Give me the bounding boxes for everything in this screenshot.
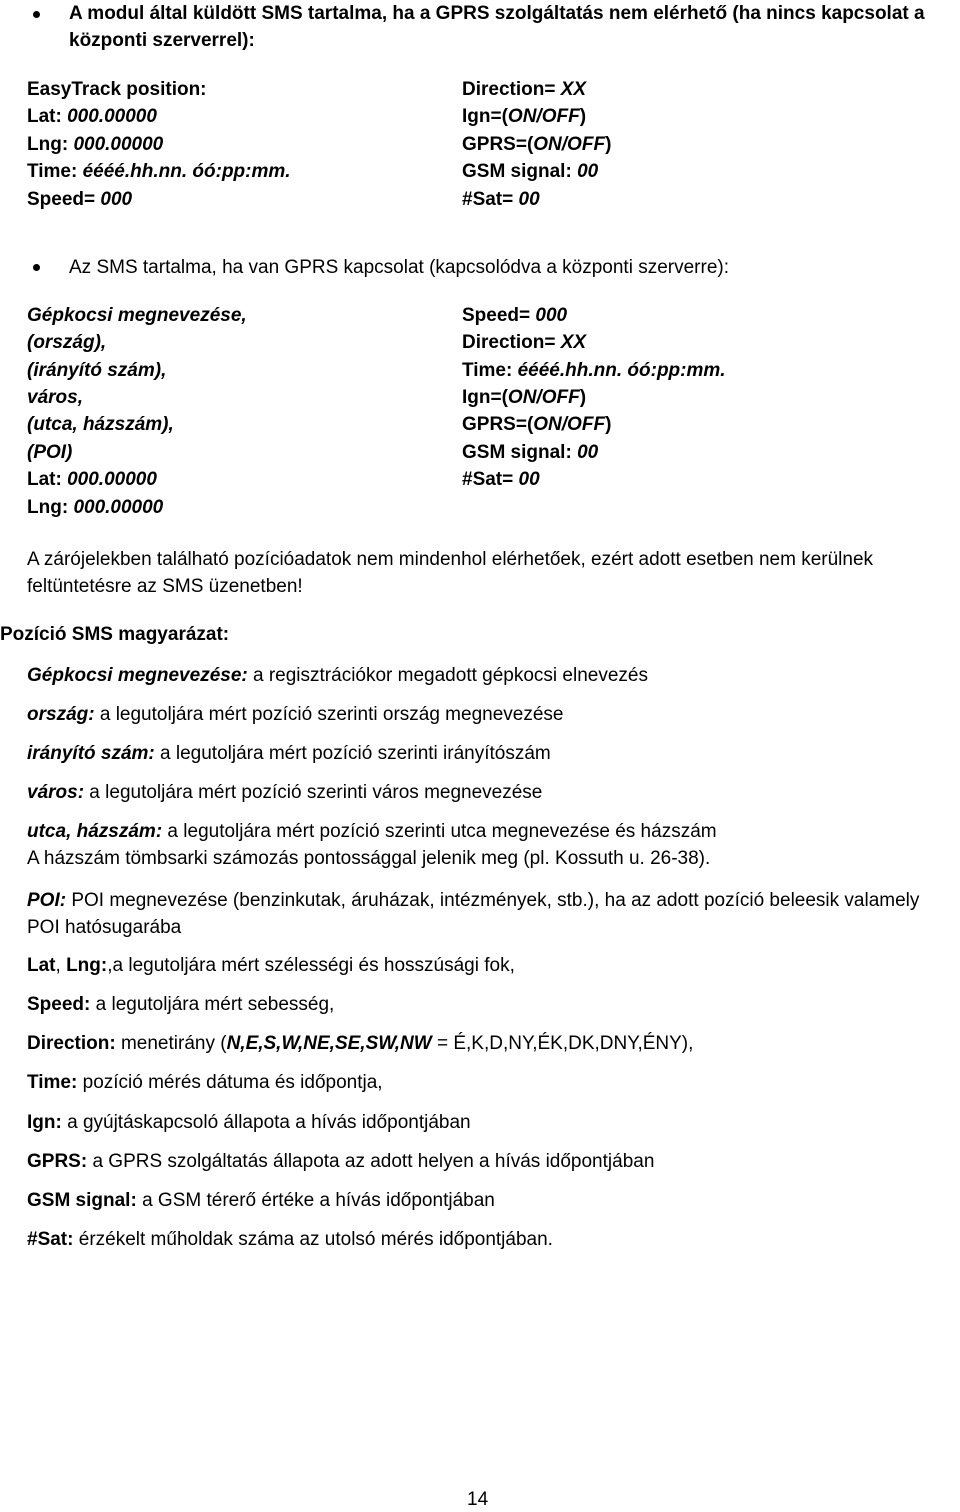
- expl-item-7: Speed: a legutoljára mért sebesség,: [27, 994, 335, 1015]
- s1-right-1: Ign=(ON/OFF): [462, 106, 587, 127]
- section1-bullet-text: A modul által küldött SMS tartalma, ha a GPRS szolgáltatás nem elérhető (ha nincs kapcsolat a központi szerverrel):: [69, 3, 925, 51]
- s2-right-2: Time: éééé.hh.nn. óó:pp:mm.: [462, 360, 726, 381]
- expl-item-10: Ign: a gyújtáskapcsoló állapota a hívás időpontjában: [27, 1112, 471, 1133]
- expl-item-4: utca, házszám: a legutoljára mért pozíció szerinti utca megnevezése és házszám: [27, 821, 717, 842]
- s1-right-0: Direction= XX: [462, 79, 587, 100]
- expl-item-0: Gépkocsi megnevezése: a regisztrációkor megadott gépkocsi elnevezés: [27, 665, 648, 686]
- expl-street-note: A házszám tömbsarki számozás pontossággal jelenik meg (pl. Kossuth u. 26-38).: [27, 848, 711, 869]
- s2-right-6: #Sat= 00: [462, 469, 540, 490]
- expl-item-1: ország: a legutoljára mért pozíció szerinti ország megnevezése: [27, 704, 564, 725]
- s2-left-3: város,: [27, 387, 83, 408]
- expl-item-8: Direction: menetirány (N,E,S,W,NE,SE,SW,NW = É,K,D,NY,ÉK,DK,DNY,ÉNY),: [27, 1033, 694, 1054]
- s1-right-2: GPRS=(ON/OFF): [462, 134, 612, 155]
- s1-left-3: Time: éééé.hh.nn. óó:pp:mm.: [27, 161, 291, 182]
- bullet-icon: [33, 11, 40, 18]
- s2-right-5: GSM signal: 00: [462, 442, 599, 463]
- s2-lat: Lat: 000.00000: [27, 469, 157, 490]
- expl-item-11: GPRS: a GPRS szolgáltatás állapota az adott helyen a hívás időpontjában: [27, 1151, 655, 1172]
- s2-right-3: Ign=(ON/OFF): [462, 387, 587, 408]
- explanation-heading: Pozíció SMS magyarázat:: [0, 624, 230, 645]
- s1-left-2: Lng: 000.00000: [27, 134, 164, 155]
- s1-left-4: Speed= 000: [27, 189, 133, 210]
- s2-left-4: (utca, házszám),: [27, 414, 174, 435]
- expl-item-12: GSM signal: a GSM térerő értéke a hívás időpontjában: [27, 1190, 495, 1211]
- s2-right-1: Direction= XX: [462, 332, 587, 353]
- expl-item-13: #Sat: érzékelt műholdak száma az utolsó mérés időpontjában.: [27, 1229, 553, 1250]
- s1-right-3: GSM signal: 00: [462, 161, 599, 182]
- s2-left-2: (irányító szám),: [27, 360, 167, 381]
- expl-item-9: Time: pozíció mérés dátuma és időpontja,: [27, 1072, 383, 1093]
- expl-item-2: irányító szám: a legutoljára mért pozíció szerinti irányítószám: [27, 743, 551, 764]
- s2-left-5: (POI): [27, 442, 73, 463]
- s2-left-0: Gépkocsi megnevezése,: [27, 305, 247, 326]
- expl-item-6: Lat, Lng:,a legutoljára mért szélességi és hosszúsági fok,: [27, 955, 515, 976]
- s2-right-4: GPRS=(ON/OFF): [462, 414, 612, 435]
- s2-lng: Lng: 000.00000: [27, 497, 164, 518]
- s1-left-1: Lat: 000.00000: [27, 106, 157, 127]
- page-number: 14: [467, 1489, 489, 1510]
- s2-right-0: Speed= 000: [462, 305, 568, 326]
- s1-left-0: EasyTrack position:: [27, 79, 207, 100]
- expl-item-5: POI: POI megnevezése (benzinkutak, áruházak, intézmények, stb.), ha az adott pozíció beleesik valamely POI hatósugarába: [27, 890, 920, 938]
- section2-bullet-text: Az SMS tartalma, ha van GPRS kapcsolat (kapcsolódva a központi szerverre):: [69, 257, 729, 278]
- s1-right-4: #Sat= 00: [462, 189, 540, 210]
- s2-note: A zárójelekben található pozícióadatok nem mindenhol elérhetőek, ezért adott esetben nem kerülnek feltüntetésre az SMS üzenetben!: [27, 549, 874, 597]
- expl-item-3: város: a legutoljára mért pozíció szerinti város megnevezése: [27, 782, 543, 803]
- bullet-icon: [33, 264, 40, 271]
- s2-left-1: (ország),: [27, 332, 107, 353]
